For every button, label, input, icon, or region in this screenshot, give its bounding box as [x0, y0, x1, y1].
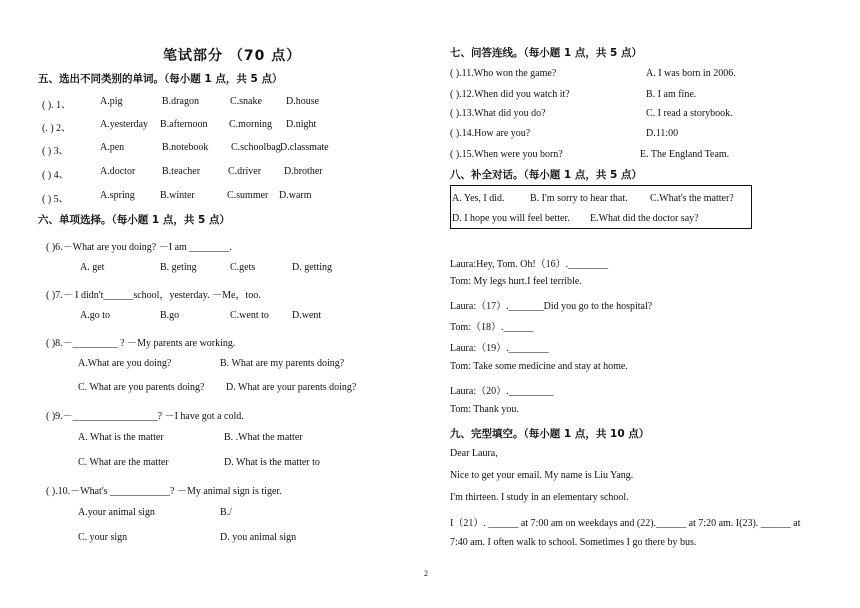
question: ( ).11.Who won the game?	[450, 68, 557, 79]
option-c: C.What's the matter?	[650, 193, 734, 204]
option-d: D.house	[286, 96, 320, 107]
option-b: B.teacher	[162, 166, 201, 177]
option-b: B. What are my parents doing?	[220, 358, 345, 369]
option-d: D.brother	[284, 166, 323, 177]
option-d: D. getting	[292, 262, 332, 273]
option-b: B./	[220, 507, 232, 518]
option-c: C.summer	[227, 190, 269, 201]
option-c: C.driver	[228, 166, 262, 177]
section-9-heading: 九、完型填空。（每小题 1 点，共 10 点）	[450, 428, 650, 440]
option-c: C.morning	[229, 119, 273, 130]
answer: E. The England Team.	[640, 149, 730, 160]
question-7-stem: ( )7.－ I didn't______school，yesterday. －Me，too.	[46, 290, 261, 301]
option-b: B.go	[160, 310, 180, 321]
dialogue-line: Tom: Thank you.	[450, 404, 519, 415]
option-c: C.schoolbag	[231, 142, 281, 153]
option-b: B. .What the matter	[224, 432, 303, 443]
option-c: C.went to	[230, 310, 269, 321]
question-number: ( ) 5、	[42, 194, 69, 205]
question: ( ).12.When did you watch it?	[450, 89, 570, 100]
option-a: A.your animal sign	[78, 507, 155, 518]
option-c: C.gets	[230, 262, 256, 273]
option-d: D. What is the matter to	[224, 457, 320, 468]
option-a: A.pen	[100, 142, 125, 153]
option-a: A.doctor	[100, 166, 136, 177]
option-a: A.go to	[80, 310, 110, 321]
section-6-heading: 六、单项选择。（每小题 1 点，共 5 点）	[38, 214, 230, 226]
dialogue-line: Tom: My legs hurt.I feel terrible.	[450, 276, 582, 287]
option-d: D. I hope you will feel better.	[452, 213, 570, 224]
passage-line: Nice to get your email. My name is Liu Yang.	[450, 470, 634, 481]
option-a: A.spring	[100, 190, 135, 201]
question-number: ( ). 1、	[42, 100, 72, 111]
page-title: 笔试部分 （70 点）	[163, 48, 302, 64]
passage-line: I'm thirteen. I study in an elementary school.	[450, 492, 629, 503]
question-9-stem: ( )9.－_________________? －I have got a cold.	[46, 411, 244, 422]
option-d: D. you animal sign	[220, 532, 297, 543]
dialogue-line: Laura:Hey, Tom. Oh!（16）.________	[450, 259, 609, 270]
dialogue-line: Laura:（17）._______Did you go to the hospital?	[450, 301, 653, 312]
answer: A. I was born in 2006.	[646, 68, 736, 79]
option-d: D.night	[286, 119, 317, 130]
answer: C. I read a storybook.	[646, 108, 733, 119]
passage-line: I（21）. ______ at 7:00 am on weekdays and (22).______ at 7:20 am. I(23). ______ at	[450, 518, 801, 529]
option-a: A. get	[80, 262, 105, 273]
question: ( ).13.What did you do?	[450, 108, 546, 119]
dialogue-line: Laura:（20）._________	[450, 386, 554, 397]
option-d: D. What are your parents doing?	[226, 382, 357, 393]
option-c: C. your sign	[78, 532, 128, 543]
question: ( ).15.When were you born?	[450, 149, 563, 160]
option-b: B. I'm sorry to hear that.	[530, 193, 628, 204]
option-a: A.yesterday	[100, 119, 149, 130]
passage-line: Dear Laura,	[450, 448, 498, 459]
option-d: D.warm	[279, 190, 312, 201]
option-b: B.afternoon	[160, 119, 208, 130]
dialogue-line: Tom: Take some medicine and stay at home.	[450, 361, 628, 372]
option-d: D.went	[292, 310, 322, 321]
option-a: A.pig	[100, 96, 123, 107]
option-b: B.dragon	[162, 96, 199, 107]
option-a: A. What is the matter	[78, 432, 164, 443]
section-8-heading: 八、补全对话。（每小题 1 点，共 5 点）	[450, 169, 642, 181]
question-number: ( ) 4、	[42, 170, 69, 181]
question-number: ( ) 3、	[42, 146, 69, 157]
option-a: A.What are you doing?	[78, 358, 172, 369]
question-8-stem: ( )8.－_________ ? －My parents are working.	[46, 338, 236, 349]
option-b: B.winter	[160, 190, 195, 201]
passage-line: 7:40 am. I often walk to school. Sometimes I go there by bus.	[450, 537, 697, 548]
question-10-stem: ( ).10.－What's ____________? －My animal sign is tiger.	[46, 486, 282, 497]
dialogue-line: Tom:（18）.______	[450, 322, 534, 333]
section-5-heading: 五、选出不同类别的单词。（每小题 1 点，共 5 点）	[38, 73, 283, 85]
option-b: B. geting	[160, 262, 197, 273]
question: ( ).14.How are you?	[450, 128, 531, 139]
answer: D.11:00	[646, 128, 679, 139]
option-a: A. Yes, I did.	[452, 193, 505, 204]
page-number: 2	[424, 569, 428, 578]
answer: B. I am fine.	[646, 89, 697, 100]
option-c: C. What are the matter	[78, 457, 169, 468]
option-d: D.classmate	[280, 142, 329, 153]
question-number: (. ) 2、	[42, 123, 72, 134]
option-c: C.snake	[230, 96, 262, 107]
option-c: C. What are you parents doing?	[78, 382, 205, 393]
section-7-heading: 七、问答连线。（每小题 1 点，共 5 点）	[450, 47, 642, 59]
option-b: B.notebook	[162, 142, 209, 153]
question-6-stem: ( )6.－What are you doing? －I am ________.	[46, 242, 232, 253]
option-e: E.What did the doctor say?	[590, 213, 699, 224]
dialogue-line: Laura:（19）.________	[450, 343, 549, 354]
